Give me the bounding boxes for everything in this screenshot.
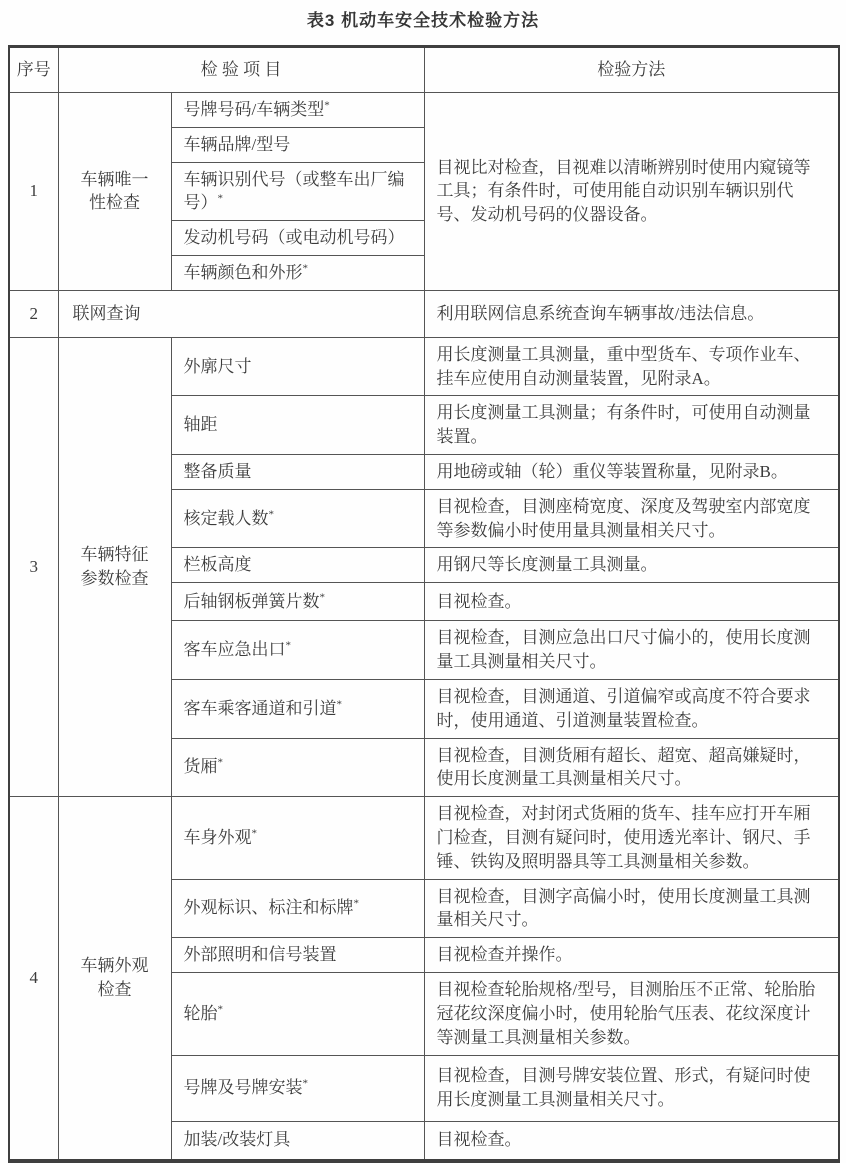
item-cell: [171, 621, 424, 680]
method-cell: 目视比对检查，目视难以清晰辨别时使用内窥镜等工具；有条件时，可使用能自动识别车辆识别代号、发动机号码的仪器设备。: [424, 93, 839, 291]
method-cell: 目视检查，目测字高偏小时，使用长度测量工具测量相关尺寸。: [424, 879, 839, 938]
item-cell: [171, 738, 424, 797]
item-cell: [171, 938, 424, 973]
item-label: 车辆品牌/型号: [183, 134, 291, 154]
item-cell: [171, 93, 424, 128]
footnote-star: *: [336, 698, 342, 711]
item-label: 客车乘客通道和引道: [183, 698, 337, 718]
item-cell: [171, 255, 424, 290]
item-label: 车辆识别代号（或整车出厂编号）: [183, 169, 405, 213]
item-label: 车辆颜色和外形: [183, 262, 303, 282]
category-cell: 车辆唯一性检查: [58, 93, 171, 291]
item-label: 号牌号码/车辆类型: [183, 100, 325, 119]
item-cell: [171, 1121, 424, 1161]
serial-cell: 2: [9, 290, 58, 337]
item-label: 车身外观: [183, 827, 252, 847]
method-cell: 利用联网信息系统查询车辆事故/违法信息。: [424, 290, 839, 337]
serial-cell: 1: [9, 93, 58, 291]
method-cell: 用长度测量工具测量；有条件时，可使用自动测量装置。: [424, 396, 839, 455]
method-cell: 目视检查，对封闭式货厢的货车、挂车应打开车厢门检查，目测有疑问时，使用透光率计、钢尺、手锤、铁钩及照明器具等工具测量相关参数。: [424, 797, 839, 879]
table-row: [9, 797, 839, 879]
item-cell: [171, 879, 424, 938]
table-row: [9, 337, 839, 396]
footnote-star: *: [302, 1077, 308, 1090]
item-label: 外观标识、标注和标牌: [183, 898, 354, 918]
footnote-star: *: [353, 897, 359, 910]
footnote-star: *: [251, 827, 257, 840]
item-label: 栏板高度: [183, 555, 252, 575]
item-label: 客车应急出口: [183, 640, 286, 660]
item-label: 核定载人数: [183, 508, 269, 528]
item-label: 轴距: [183, 415, 218, 435]
item-cell: [171, 583, 424, 621]
page-title: 表3 机动车安全技术检验方法: [306, 11, 540, 30]
item-label: 轮胎: [183, 1003, 218, 1023]
serial-cell: 4: [9, 797, 58, 1161]
item-cell: [171, 337, 424, 396]
header-cell-item: 检 验 项 目: [58, 47, 424, 93]
footnote-star: *: [324, 99, 330, 112]
method-cell: 目视检查，目测应急出口尺寸偏小的，使用长度测量工具测量相关尺寸。: [424, 621, 839, 680]
item-label: 外部照明和信号装置: [183, 945, 337, 965]
item-label: 号牌及号牌安装: [183, 1078, 303, 1098]
item-label: 后轴钢板弹簧片数: [183, 591, 320, 611]
method-cell: 目视检查轮胎规格/型号，目测胎压不正常、轮胎胎冠花纹深度偏小时，使用轮胎气压表、花纹深度计等测量工具测量相关参数。: [424, 973, 839, 1055]
footnote-star: *: [217, 1003, 223, 1016]
header-cell-serial: 序号: [9, 47, 58, 93]
footnote-star: *: [217, 192, 223, 205]
category-cell: 车辆外观检查: [58, 797, 171, 1161]
category-cell: 联网查询: [58, 290, 424, 337]
method-cell: 用地磅或轴（轮）重仪等装置称量，见附录B。: [424, 454, 839, 489]
item-cell: [171, 797, 424, 879]
item-cell: [171, 548, 424, 583]
category-cell: 车辆特征参数检查: [58, 337, 171, 796]
method-cell: 目视检查。: [424, 583, 839, 621]
method-cell: 目视检查，目测号牌安装位置、形式，有疑问时使用长度测量工具测量相关尺寸。: [424, 1055, 839, 1121]
footnote-star: *: [319, 591, 325, 604]
method-cell: 目视检查。: [424, 1121, 839, 1161]
table-row: [9, 93, 839, 128]
item-cell: [171, 221, 424, 256]
item-cell: [171, 396, 424, 455]
item-label: 货厢: [183, 757, 218, 777]
method-cell: 目视检查并操作。: [424, 938, 839, 973]
item-label: 整备质量: [183, 461, 252, 481]
footnote-star: *: [268, 508, 274, 520]
inspection-table: [8, 45, 840, 1163]
footnote-star: *: [285, 639, 291, 652]
header-row: [9, 47, 839, 93]
item-label: 外廓尺寸: [183, 356, 252, 376]
footnote-star: *: [302, 262, 308, 275]
serial-cell: 3: [9, 337, 58, 796]
method-cell: 用长度测量工具测量，重中型货车、专项作业车、挂车应使用自动测量装置，见附录A。: [424, 337, 839, 396]
method-cell: 目视检查，目测通道、引道偏窄或高度不符合要求时，使用通道、引道测量装置检查。: [424, 679, 839, 738]
method-cell: 目视检查，目测座椅宽度、深度及驾驶室内部宽度等参数偏小时使用量具测量相关尺寸。: [424, 489, 839, 548]
item-label: 发动机号码（或电动机号码）: [183, 228, 405, 248]
header-cell-method: 检验方法: [424, 47, 839, 93]
item-cell: [171, 127, 424, 162]
footnote-star: *: [217, 756, 223, 769]
method-cell: 目视检查，目测货厢有超长、超宽、超高嫌疑时，使用长度测量工具测量相关尺寸。: [424, 738, 839, 797]
item-cell: [171, 973, 424, 1055]
item-label: 加装/改装灯具: [183, 1130, 291, 1150]
item-cell: [171, 1055, 424, 1121]
item-cell: [171, 454, 424, 489]
table-row: [9, 290, 839, 337]
item-cell: [171, 489, 424, 548]
item-cell: [171, 162, 424, 221]
method-cell: 用钢尺等长度测量工具测量。: [424, 548, 839, 583]
item-cell: [171, 679, 424, 738]
